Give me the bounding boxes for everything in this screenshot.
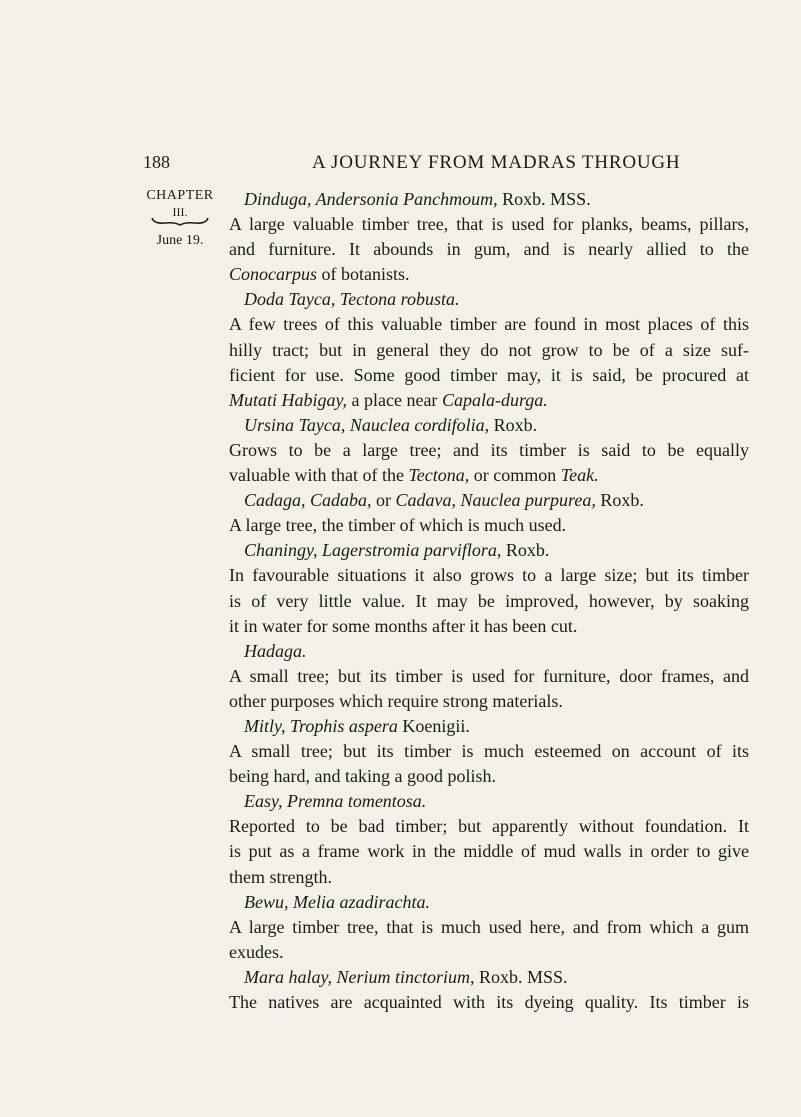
italic-text: Mitly, Trophis aspera — [244, 715, 398, 736]
running-head: A JOURNEY FROM MADRAS THROUGH — [312, 152, 681, 173]
text-line — [229, 438, 749, 463]
text-span: Roxb. — [489, 414, 538, 435]
text-line — [229, 990, 749, 1015]
text-span: A large timber tree, that is much used here, and from which a gum — [229, 916, 749, 937]
text-line — [229, 212, 749, 237]
text-line — [229, 739, 749, 764]
text-line — [229, 689, 749, 714]
text-line — [229, 513, 749, 538]
italic-text: Capala-durga. — [441, 389, 548, 410]
text-span: A few trees of this valuable timber are found in most places of this — [229, 314, 749, 335]
text-span: Roxb. MSS. — [497, 189, 591, 209]
text-span: a place near — [347, 389, 442, 410]
text-span: exudes. — [229, 941, 284, 962]
text-line — [229, 639, 749, 664]
text-line — [229, 312, 749, 337]
italic-text: Mara halay, Nerium tinctorium, — [244, 966, 475, 987]
text-span: The natives are acquainted with its dyeing quality. Its timber is — [229, 992, 749, 1012]
text-span: or common — [469, 465, 561, 486]
text-span: Roxb. — [595, 490, 644, 511]
italic-text: Teak. — [560, 465, 599, 486]
text-line — [229, 789, 749, 814]
text-span: other purposes which require strong materials. — [229, 690, 563, 711]
text-span: Reported to be bad timber; but apparently without foundation. It — [229, 816, 749, 837]
text-line — [229, 714, 749, 739]
italic-text: Hadaga. — [244, 640, 307, 661]
text-span: A small tree; but its timber is much esteemed on account of its — [229, 741, 749, 762]
text-line — [229, 413, 749, 438]
italic-text: Tectona, — [408, 465, 470, 486]
text-span: A large tree, the timber of which is much used. — [229, 515, 567, 536]
italic-text: Chaningy, Lagerstromia parviflora, — [244, 540, 502, 561]
text-line — [229, 589, 749, 614]
text-line — [229, 187, 749, 212]
italic-text: Easy, Premna tomentosa. — [244, 791, 427, 812]
text-span: In favourable situations it also grows to a large size; but its timber — [229, 565, 749, 586]
text-line — [229, 538, 749, 563]
italic-text: Ursina Tayca, Nauclea cordifolia, — [244, 414, 490, 435]
italic-text: Dinduga, Andersonia Panchmoum, — [244, 189, 498, 209]
text-span: valuable with that of the — [229, 465, 409, 486]
margin-chapter-number: III. — [172, 205, 188, 219]
text-line — [229, 488, 749, 513]
text-span: Koenigii. — [397, 715, 470, 736]
text-line — [229, 563, 749, 588]
text-line — [229, 865, 749, 890]
margin-chapter-label: CHAPTER — [146, 188, 214, 203]
text-span: Grows to be a large tree; and its timber is said to be equally — [229, 439, 749, 460]
margin-note — [140, 187, 220, 249]
text-span: is put as a frame work in the middle of mud walls in order to give — [229, 841, 749, 862]
text-span: being hard, and taking a good polish. — [229, 766, 496, 787]
margin-date: June 19. — [156, 233, 204, 248]
text-line — [229, 388, 749, 413]
text-line — [229, 262, 749, 287]
italic-text: Cadava, Nauclea purpurea, — [395, 490, 596, 511]
page-number: 188 — [143, 152, 170, 172]
italic-text: Cadaga, Cadaba, — [244, 490, 372, 511]
italic-text: Doda Tayca, Tectona robusta. — [244, 289, 460, 310]
text-line — [229, 363, 749, 388]
text-span: A small tree; but its timber is used for furniture, door frames, and — [229, 665, 749, 686]
text-span: or — [371, 490, 396, 511]
text-line — [229, 915, 749, 940]
text-span: and furniture. It abounds in gum, and is nearly allied to the — [229, 239, 749, 260]
text-span: Roxb. — [501, 540, 550, 561]
text-span: hilly tract; but in general they do not grow to be of a size suf- — [229, 339, 749, 360]
text-span: is of very little value. It may be improved, however, by soaking — [229, 590, 749, 611]
text-line — [229, 664, 749, 689]
italic-text: Mutati Habigay, — [229, 389, 347, 410]
text-span: it in water for some months after it has been cut. — [229, 615, 578, 636]
text-line — [229, 463, 749, 488]
text-line — [229, 839, 749, 864]
text-line — [229, 614, 749, 639]
italic-text: Bewu, Melia azadirachta. — [244, 891, 430, 912]
text-line — [229, 338, 749, 363]
text-line — [229, 237, 749, 262]
text-span: A large valuable timber tree, that is used for planks, beams, pillars, — [229, 214, 749, 235]
text-line — [229, 890, 749, 915]
text-line — [229, 965, 749, 990]
text-span: of botanists. — [317, 264, 410, 285]
text-line — [229, 814, 749, 839]
text-line — [229, 940, 749, 965]
text-line — [229, 764, 749, 789]
text-span: Roxb. MSS. — [474, 966, 568, 987]
text-span: them strength. — [229, 866, 332, 887]
body-text — [229, 187, 749, 1015]
text-span: ficient for use. Some good timber may, it is said, be procured at — [229, 364, 749, 385]
text-line — [229, 287, 749, 312]
italic-text: Conocarpus — [229, 264, 318, 285]
